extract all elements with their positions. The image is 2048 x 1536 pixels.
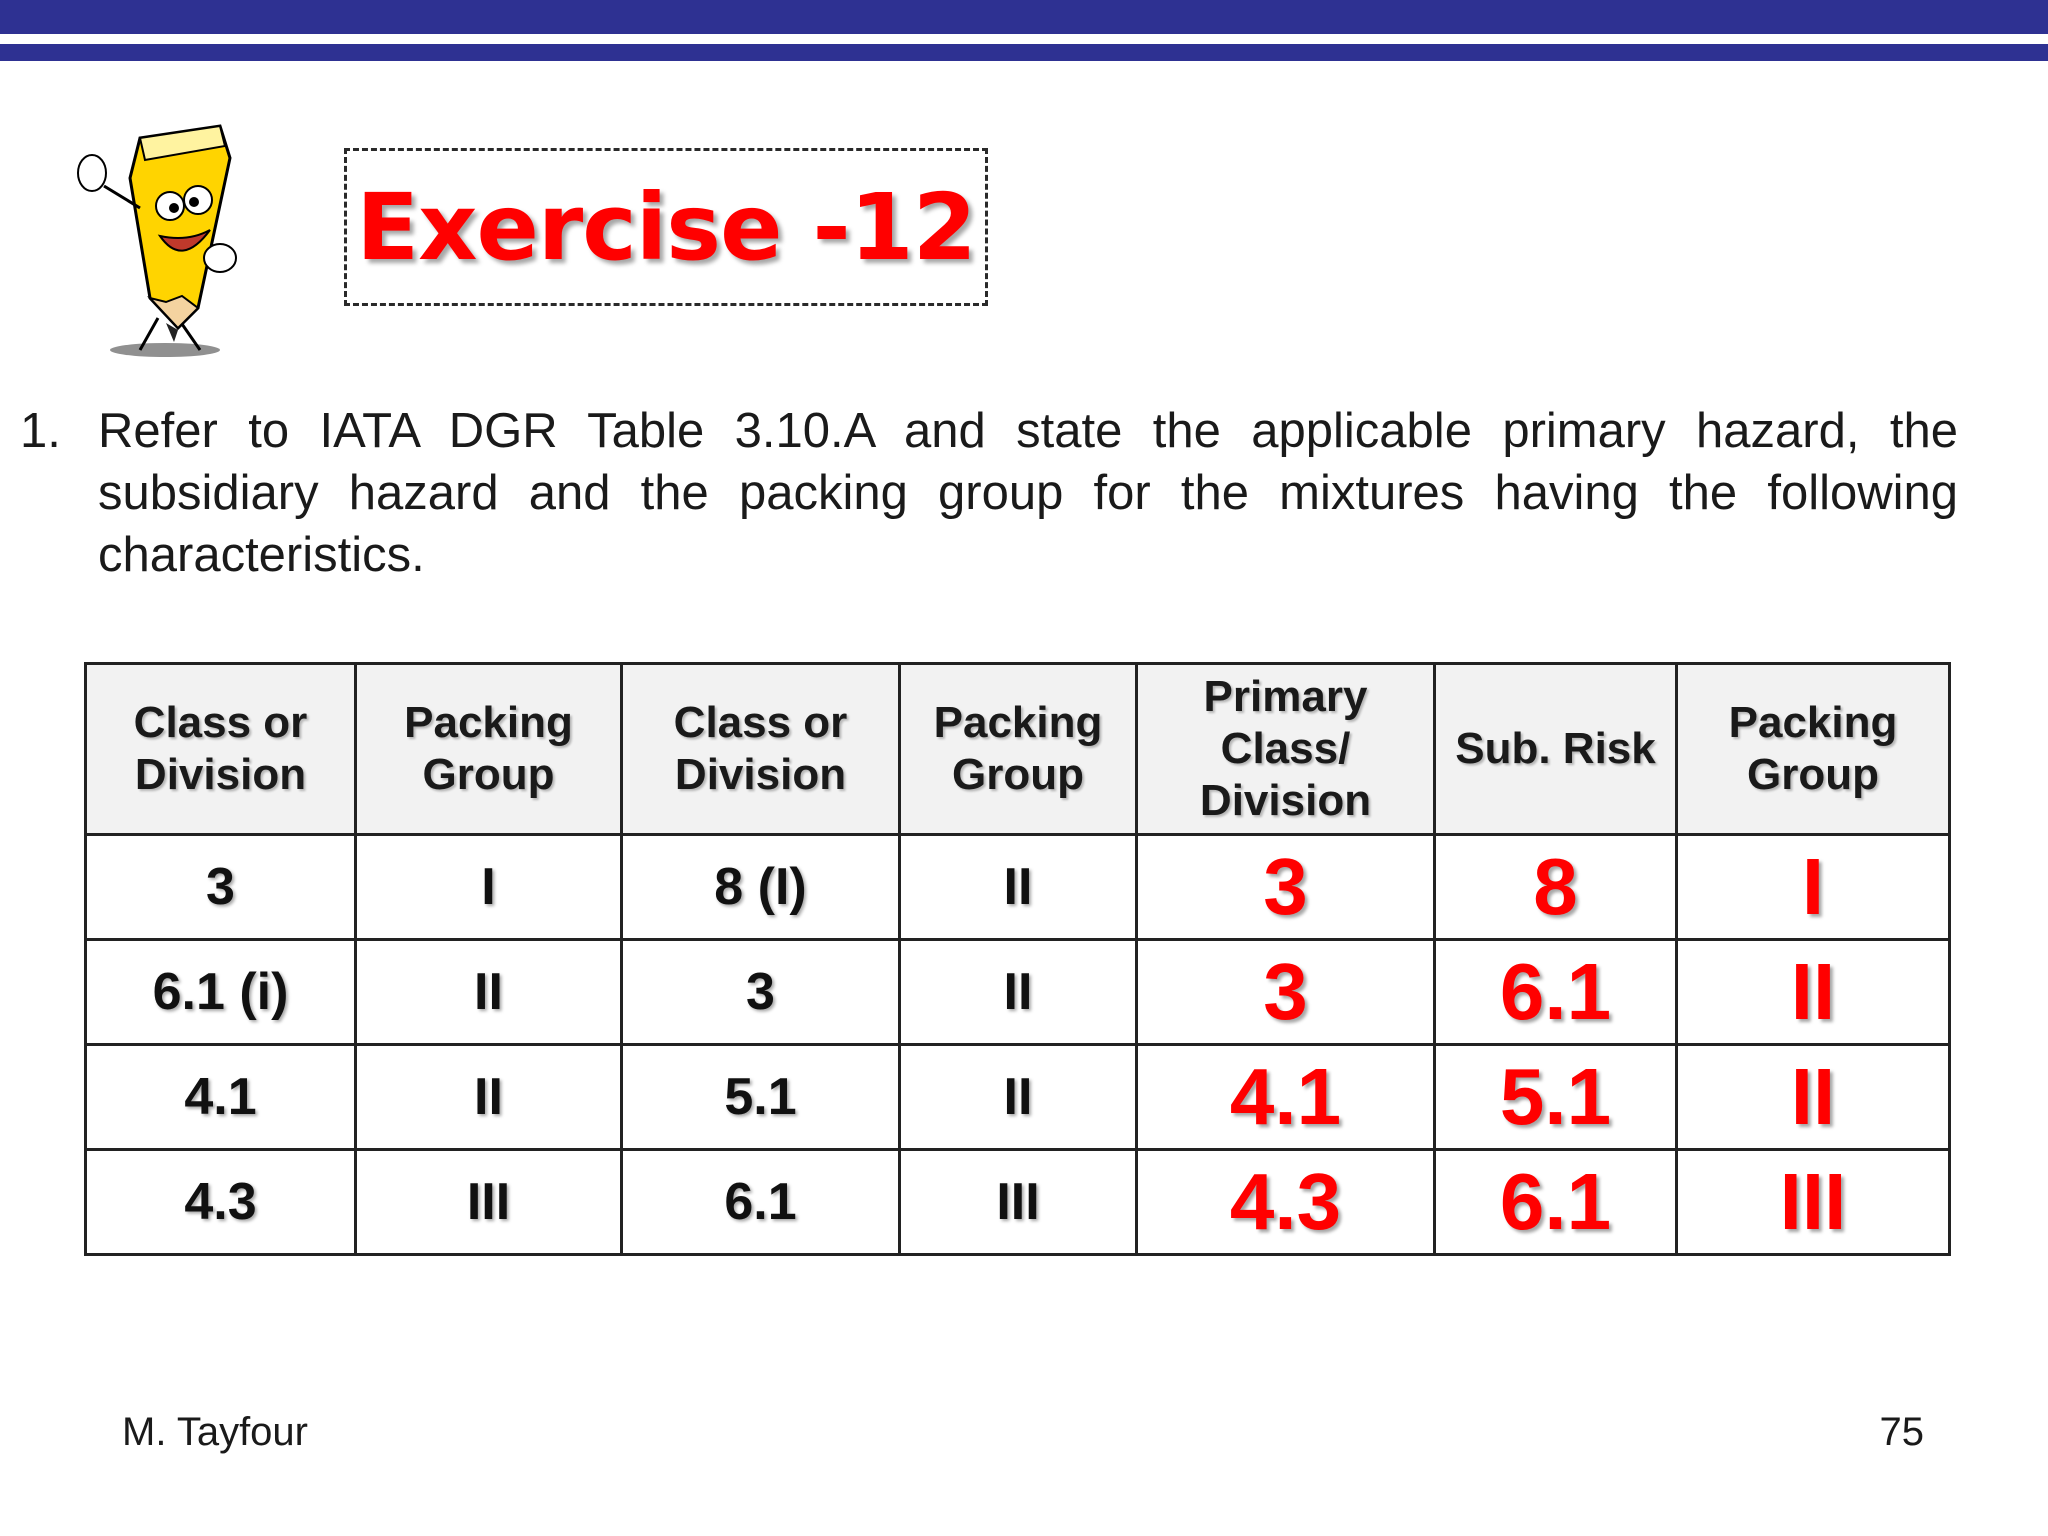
answer-cell: 4.3 <box>1137 1150 1435 1255</box>
table-cell: II <box>900 940 1137 1045</box>
col-header: Class or Division <box>86 664 356 835</box>
answer-cell: 6.1 <box>1435 940 1677 1045</box>
col-header: Class or Division <box>622 664 900 835</box>
question-number: 1. <box>20 404 61 458</box>
table-cell: 8 (I) <box>622 835 900 940</box>
table-row <box>86 1045 1950 1150</box>
col-header: Packing Group <box>900 664 1137 835</box>
table-cell: II <box>900 835 1137 940</box>
header-bar-top <box>0 0 2048 34</box>
table-cell: I <box>356 835 622 940</box>
table-header-row <box>86 664 1950 835</box>
answer-cell: 4.1 <box>1137 1045 1435 1150</box>
answer-cell: 8 <box>1435 835 1677 940</box>
answer-cell: II <box>1677 1045 1950 1150</box>
table-cell: 5.1 <box>622 1045 900 1150</box>
table-cell: II <box>356 1045 622 1150</box>
title-box <box>344 148 988 306</box>
table-row <box>86 1150 1950 1255</box>
answer-cell: II <box>1677 940 1950 1045</box>
table-cell: 3 <box>622 940 900 1045</box>
page-number: 75 <box>1879 1410 1924 1454</box>
header-bar-bottom <box>0 44 2048 61</box>
table-row <box>86 940 1950 1045</box>
answer-cell: I <box>1677 835 1950 940</box>
footer-author: M. Tayfour <box>122 1410 308 1454</box>
col-header: Sub. Risk <box>1435 664 1677 835</box>
pencil-mascot-icon <box>70 118 250 368</box>
hazard-table <box>84 662 1951 1256</box>
col-header: Packing Group <box>356 664 622 835</box>
answer-cell: 3 <box>1137 940 1435 1045</box>
table-cell: 3 <box>86 835 356 940</box>
table-cell: II <box>900 1045 1137 1150</box>
answer-cell: III <box>1677 1150 1950 1255</box>
answer-cell: 6.1 <box>1435 1150 1677 1255</box>
col-header: Primary Class/ Division <box>1137 664 1435 835</box>
col-header: Packing Group <box>1677 664 1950 835</box>
table-cell: III <box>900 1150 1137 1255</box>
table-cell: 4.1 <box>86 1045 356 1150</box>
question-text: Refer to IATA DGR Table 3.10.A and state the applicable primary hazard, the subsidiary hazard and the packing group for the mixtures having the following characteristics. <box>98 404 1958 582</box>
answer-cell: 5.1 <box>1435 1045 1677 1150</box>
table-cell: 6.1 (i) <box>86 940 356 1045</box>
table-cell: 6.1 <box>622 1150 900 1255</box>
table-cell: 4.3 <box>86 1150 356 1255</box>
question-block <box>20 400 1958 586</box>
table-cell: II <box>356 940 622 1045</box>
table-cell: III <box>356 1150 622 1255</box>
slide-title: Exercise -12 <box>356 173 976 281</box>
answer-cell: 3 <box>1137 835 1435 940</box>
table-row <box>86 835 1950 940</box>
